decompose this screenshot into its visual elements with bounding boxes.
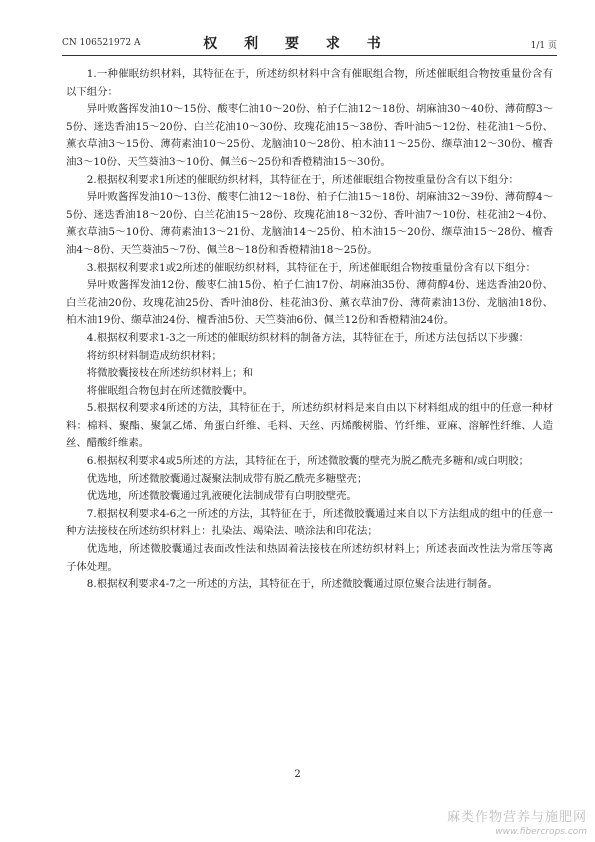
claim-1-components: 异叶败酱挥发油10～15份、酸枣仁油10～20份、柏子仁油12～18份、胡麻油30～40份、薄荷醇3～5份、迷迭香油15～20份、白兰花油10～30份、玫瑰花油15～38份、香叶油5～12份、桂花油1～5份、薰衣草油3～15份、薄荷素油10～25份、龙脑油10～28份、柏木油11～25份、缬草油12～30份、檀香油3～10份、天竺葵油3～10份、佩兰6～25份和香橙精油15～30份。 [66,103,553,168]
claim-1: 1.一种催眠纺织材料，其特征在于，所述纺织材料中含有催眠组合物，所述催眠组合物按重量份含有以下组分： [66,68,553,98]
watermark-text: 麻类作物营养与施肥网 [446,810,587,825]
claims-body [66,66,553,594]
claim-4-step-2: 将微胶囊接枝在所述纺织材料上；和 [86,367,254,380]
document-number: CN 106521972 A [62,38,141,48]
claim-3-components: 异叶败酱挥发油12份、酸枣仁油15份、柏子仁油17份、胡麻油35份、薄荷醇4份、迷迭香油20份、白兰花油20份、玫瑰花油25份、香叶油8份、桂花油3份、薰衣草油7份、薄荷素油13份、龙脑油18份、柏木油19份、缬草油24份、檀香油5份、天竺葵油6份、佩兰12份和香橙精油24份。 [66,279,553,327]
claim-6-option-1: 优选地，所述微胶囊通过凝聚法制成带有脱乙酰壳多糖壁壳； [86,472,368,485]
page-count: 1/1 页 [530,41,557,51]
page-title: 权 利 要 求 书 [203,36,392,52]
claim-6: 6.根据权利要求4或5所述的方法，其特征在于，所述微胶囊的壁壳为脱乙酰壳多糖和/或白明胶； [86,455,530,468]
claim-4-step-1: 将纺织材料制造成纺织材料； [86,349,222,362]
claim-7: 7.根据权利要求4-6之一所述的方法，其特征在于，所述微胶囊通过来自以下方法组成的组中的任意一种方法接枝在所述纺织材料上：扎染法、竭染法、喷涂法和印花法； [66,507,553,538]
page-header [0,0,595,60]
claim-2: 2.根据权利要求1所述的催眠纺织材料，其特征在于，所述催眠组合物按重量份含有以下组分： [86,173,519,186]
watermark-url: www.fibercrops.com [495,827,587,837]
claim-3: 3.根据权利要求1或2所述的催眠纺织材料，其特征在于，所述催眠组合物按重量份含有以下组分： [86,261,536,274]
claim-6-option-2: 优选地，所述微胶囊通过乳液硬化法制成带有白明胶壁壳。 [86,490,357,503]
claim-7-option: 优选地，所述微胶囊通过表面改性法和热固着法接枝在所述纺织材料上；所述表面改性法为常压等离子体处理。 [66,543,553,573]
claim-4: 4.根据权利要求1-3之一所述的催眠纺织材料的制备方法，其特征在于，所述方法包括以下步骤： [86,331,530,344]
claim-5: 5.根据权利要求4所述的方法，其特征在于，所述纺织材料是来自由以下材料组成的组中的任意一种材料：棉料、聚酯、聚氯乙烯、角蛋白纤维、毛料、天丝、丙烯酸树脂、竹纤维、亚麻、溶解性纤维、人造丝、醋酸纤维素。 [66,402,553,450]
claim-8: 8.根据权利要求4-7之一所述的方法，其特征在于，所述微胶囊通过原位聚合法进行制备。 [86,578,498,591]
claim-4-step-3: 将催眠组合物包封在所述微胶囊中。 [86,384,254,397]
header-divider [62,55,557,56]
watermark [447,806,587,837]
claim-2-components: 异叶败酱挥发油10～13份、酸枣仁油12～18份、柏子仁油15～18份、胡麻油32～39份、薄荷醇4～5份、迷迭香油18～20份、白兰花油15～28份、玫瑰花油18～32份、香叶油7～10份、桂花油2～4份、薰衣草油5～10份、薄荷素油13～21份、龙脑油14～25份、柏木油15～20份、缬草油15～28份、檀香油4～8份、天竺葵油5～7份、佩兰8～18份和香橙精油18～25份。 [66,191,553,256]
page-number: 2 [294,769,301,780]
